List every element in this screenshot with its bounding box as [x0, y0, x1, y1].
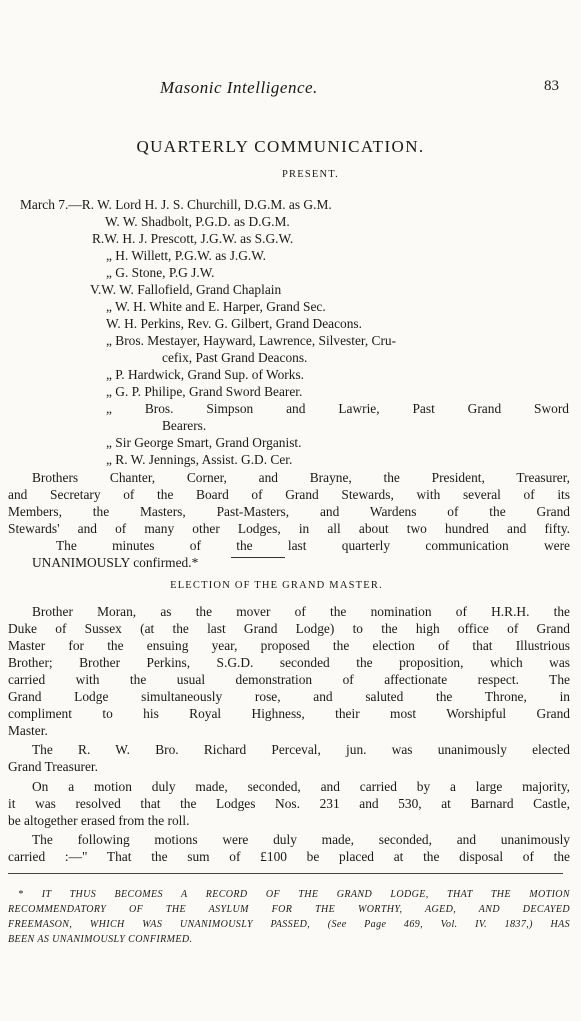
attendee-line: cefix, Past Grand Deacons. [162, 350, 308, 365]
attendee-line: „ G. P. Philipe, Grand Sword Bearer. [106, 384, 303, 399]
section-divider [231, 557, 285, 558]
footnote-line: FREEMASON, WHICH WAS UNANIMOUSLY PASSED, (See Page 469, Vol. IV. 1837,) HAS [8, 919, 570, 930]
paragraph-line: UNANIMOUSLY confirmed.* [32, 555, 199, 570]
paragraph-line: Brother Moran, as the mover of the nomination of H.R.H. the [32, 604, 570, 619]
paragraph-line: Master for the ensuing year, proposed the election of that Illustrious [8, 638, 570, 653]
running-head [0, 78, 581, 98]
paragraph-line: be altogether erased from the roll. [8, 813, 190, 828]
paragraph-line: carried with the usual demonstration of affectionate respect. The [8, 672, 570, 687]
paragraph-line: Grand Lodge simultaneously rose, and saluted the Throne, in [8, 689, 570, 704]
footnote-line: * IT THUS BECOMES A RECORD OF THE GRAND LODGE, THAT THE MOTION [18, 889, 570, 900]
page-number: 83 [544, 78, 559, 94]
attendee-line: „ H. Willett, P.G.W. as J.G.W. [106, 248, 267, 263]
attendee-line: V.W. W. Fallofield, Grand Chaplain [90, 282, 282, 297]
attendee-line: W. H. Perkins, Rev. G. Gilbert, Grand Deacons. [106, 316, 362, 331]
running-head-title: Masonic Intelligence. [160, 78, 318, 97]
attendee-line: „ Bros. Simpson and Lawrie, Past Grand Sword [106, 401, 569, 416]
paragraph-line: and Secretary of the Board of Grand Stewards, with several of its [8, 487, 570, 502]
attendee-line: R.W. H. J. Prescott, J.G.W. as S.G.W. [92, 231, 294, 246]
attendee-line: Bearers. [162, 418, 207, 433]
paragraph-line: The R. W. Bro. Richard Perceval, jun. was unanimously elected [32, 742, 570, 757]
present-subheading: PRESENT. [282, 169, 339, 180]
paragraph-line: On a motion duly made, seconded, and carried by a large majority, [32, 779, 570, 794]
paragraph-line: The minutes of the last quarterly communication were [56, 538, 570, 553]
paragraph-line: Members, the Masters, Past-Masters, and Wardens of the Grand [8, 504, 570, 519]
paragraph-line: Brother; Brother Perkins, S.G.D. seconded the proposition, which was [8, 655, 570, 670]
election-heading: ELECTION OF THE GRAND MASTER. [170, 580, 383, 591]
paragraph-line: compliment to his Royal Highness, their most Worshipful Grand [8, 706, 570, 721]
attendee-line: W. W. Shadbolt, P.G.D. as D.G.M. [105, 214, 290, 229]
section-heading: QUARTERLY COMMUNICATION. [136, 137, 425, 156]
attendee-line: „ G. Stone, P.G J.W. [106, 265, 215, 280]
attendee-line: March 7.—R. W. Lord H. J. S. Churchill, D.G.M. as G.M. [20, 197, 332, 212]
paragraph-line: Stewards' and of many other Lodges, in all about two hundred and fifty. [8, 521, 570, 536]
attendee-line: „ W. H. White and E. Harper, Grand Sec. [106, 299, 326, 314]
paragraph-line: The following motions were duly made, seconded, and unanimously [32, 832, 570, 847]
paragraph-line: Grand Treasurer. [8, 759, 98, 774]
footnote-line: BEEN AS UNANIMOUSLY CONFIRMED. [8, 934, 193, 945]
attendee-line: „ P. Hardwick, Grand Sup. of Works. [106, 367, 305, 382]
paragraph-line: carried :—" That the sum of £100 be placed at the disposal of the [8, 849, 570, 864]
paragraph-line: Duke of Sussex (at the last Grand Lodge) to the high office of Grand [8, 621, 570, 636]
attendee-line: „ R. W. Jennings, Assist. G.D. Cer. [106, 452, 293, 467]
paragraph-line: it was resolved that the Lodges Nos. 231 and 530, at Barnard Castle, [8, 796, 570, 811]
paragraph-line: Brothers Chanter, Corner, and Brayne, the President, Treasurer, [32, 470, 570, 485]
paragraph-line: Master. [8, 723, 48, 738]
attendee-line: „ Sir George Smart, Grand Organist. [106, 435, 302, 450]
footnote-line: RECOMMENDATORY OF THE ASYLUM FOR THE WORTHY, AGED, AND DECAYED [8, 904, 570, 915]
attendee-line: „ Bros. Mestayer, Hayward, Lawrence, Silvester, Cru- [106, 333, 397, 348]
footnote-rule [8, 873, 563, 874]
